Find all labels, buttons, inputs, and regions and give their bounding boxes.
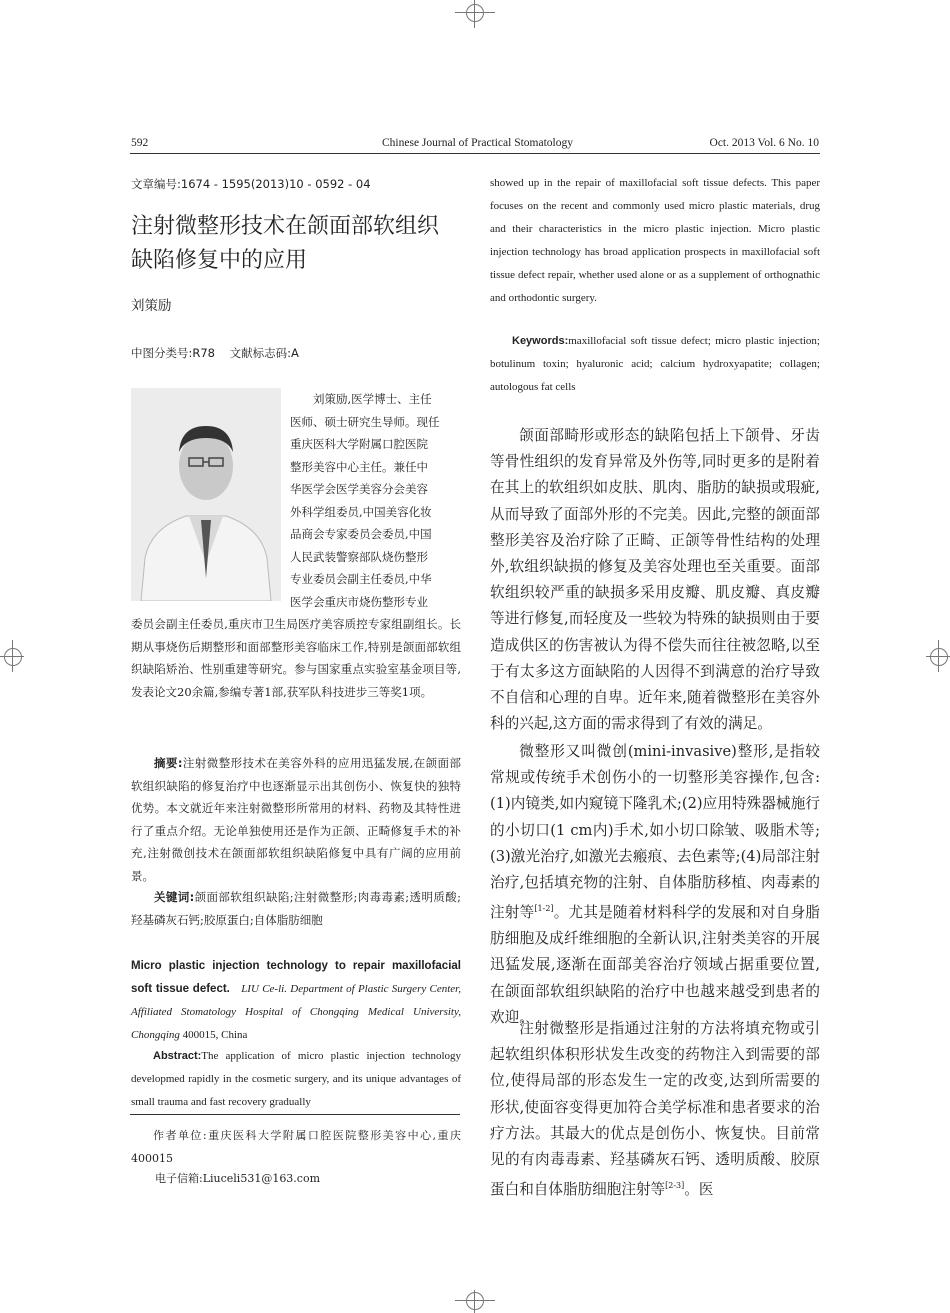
bio-line: 医师、硕士研究生导师。现任 — [290, 414, 440, 429]
footnote-email: 电子信箱:Liuceli531@163.com — [155, 1172, 321, 1185]
english-title: Micro plastic injection technology to repair maxillofacial soft tissue defect. — [131, 960, 461, 995]
body-p3-text-cont: 。医 — [684, 1181, 714, 1199]
abstract-en-left — [131, 1045, 461, 1114]
abstract-cn-label: 摘要: — [154, 756, 183, 770]
page-number: 592 — [131, 137, 149, 149]
registration-mark-right-circle — [930, 648, 948, 666]
keywords-en — [490, 330, 820, 399]
abstract-cn-text: 注射微整形技术在美容外科的应用迅猛发展,在颌面部软组织缺陷的修复治疗中也逐渐显示出其创伤小、恢复快的独特优势。本文就近年来注射微整形所常用的材料、药物及其特性进行了重点介绍。无论单独使用还是作为正颌、正畸修复手术的补充,注射微创技术在颌面部软组织缺陷修复中具有广阔的应用前景。 — [131, 756, 461, 883]
body-p2-text: 微整形又叫微创(mini-invasive)整形,是指较常规或传统手术创伤小的一切整形美容操作,包含:(1)内镜类,如内窥镜下隆乳术;(2)应用特殊器械施行的小切口(1 cm内)手术,如小切口除皱、吸脂术等;(3)激光治疗,如激光去瘢痕、去色素等;(4)局部注射治疗,包括填充物的注射、自体脂肪移植、肉毒素的注射等 — [490, 743, 820, 922]
issue-info: Oct. 2013 Vol. 6 No. 10 — [709, 137, 819, 149]
article-id: 文章编号:1674 - 1595(2013)10 - 0592 - 04 — [131, 177, 371, 191]
body-paragraph-1: 颌面部畸形或形态的缺陷包括上下颌骨、牙齿等骨性组织的发育异常及外伤等,同时更多的是附着在其上的软组织如皮肤、肌肉、脂肪的缺损或瑕疵,从而导致了面部外形的不完美。因此,完整的颌面部整形美容及治疗除了正畸、正颌等骨性结构的处理外,软组织缺损的修复及美容处理也至关重要。面部软组织较严重的缺损多采用皮瓣、肌皮瓣、真皮瓣等进行修复,而轻度及一些较为特殊的缺损则由于要造成供区的伤害被认为得不偿失而往往被忽略,以至于有太多这方面缺陷的人因得不到满意的治疗导致不自信和心理的自卑。近年来,随着微整形在美容外科的兴起,这方面的需求得到了有效的满足。 — [490, 427, 820, 733]
registration-mark-bottom-circle — [466, 1292, 484, 1310]
bio-line: 医学会重庆市烧伤整形专业 — [290, 594, 428, 609]
body-paragraph-3 — [490, 1016, 820, 1203]
footnote-rule — [130, 1114, 460, 1115]
english-author-affiliation: LIU Ce-li. Department of Plastic Surgery Center, Affiliated Stomatology Hospital of Chongqing Medical University, Chongqing — [131, 983, 461, 1041]
keywords-cn-label: 关键词: — [154, 890, 195, 904]
bio-line: 整形美容中心主任。兼任中 — [290, 459, 428, 474]
bio-line: 品商会专家委员会委员,中国 — [290, 527, 432, 541]
body-p2-text-cont: 。尤其是随着材料科学的发展和对自身脂肪细胞及成纤维细胞的全新认识,注射类美容的开展迅猛发展,逐渐在面部美容治疗领域占据重要位置,在颌面部软组织缺陷的治疗中也越来越受到患者的欢迎。 — [490, 904, 820, 1026]
journal-name: Chinese Journal of Practical Stomatology — [382, 137, 573, 149]
body-paragraph-2 — [490, 739, 820, 1031]
classification: 中图分类号:R78 文献标志码:A — [131, 346, 299, 360]
abstract-en-text-left: The application of micro plastic injection technology developmed rapidly in the cosmetic surgery, and its unique advantages of small trauma and fast recovery gradually — [131, 1050, 461, 1108]
title-line-2: 缺陷修复中的应用 — [131, 248, 308, 273]
author-portrait-illustration — [131, 388, 281, 601]
author-name: 刘策励 — [131, 298, 172, 314]
abstract-en-right: showed up in the repair of maxillofacial soft tissue defects. This paper focuses on the recent and commonly used micro plastic materials, drug and their characteristics in the micro plastic injection. Micro plastic injection technology has broad application prospects in maxillofacial soft tissue defect repair, whether used alone or as a supplement of orthognathic and orthodontic surgery. — [490, 177, 820, 304]
bio-line: 人民武装警察部队烧伤整形 — [290, 549, 428, 564]
citation-2-3[interactable]: [2-3] — [665, 1181, 685, 1191]
citation-1-2[interactable]: [1-2] — [534, 904, 554, 914]
bio-line: 外科学组委员,中国美容化妆 — [290, 504, 432, 519]
header-rule — [130, 153, 820, 154]
registration-mark-top-circle — [466, 4, 484, 22]
keywords-cn-text: 颌面部软组织缺陷;注射微整形;肉毒毒素;透明质酸;羟基磷灰石钙;胶原蛋白;自体脂肪细胞 — [131, 890, 461, 927]
footnote-affiliation — [131, 1125, 461, 1170]
keywords-en-label: Keywords: — [512, 335, 569, 347]
keywords-en-text: maxillofacial soft tissue defect; micro plastic injection; botulinum toxin; hyaluronic acid; calcium hydroxyapatite; collagen; autologous fat cells — [490, 335, 820, 393]
author-bio-rest: 委员会副主任委员,重庆市卫生局医疗美容质控专家组副组长。长期从事烧伤后期整形和面部整形美容临床工作,特别是颌面部软组织缺陷矫治、性别重建等研究。参与国家重点实验室基金项目等,发表论文20余篇,参编专著1部,获军队科技进步三等奖1项。 — [131, 617, 461, 699]
author-photo — [131, 388, 281, 601]
english-title-block — [131, 955, 461, 1047]
footnote-affiliation-text: 作者单位:重庆医科大学附属口腔医院整形美容中心,重庆400015 — [131, 1129, 461, 1165]
registration-mark-left-circle — [4, 648, 22, 666]
title-line-1: 注射微整形技术在颌面部软组织 — [131, 214, 440, 239]
bio-line: 华医学会医学美容分会美容 — [290, 482, 428, 496]
body-p3-text: 注射微整形是指通过注射的方法将填充物或引起软组织体积形状发生改变的药物注入到需要的部位,使得局部的形态发生一定的改变,达到所需要的形状,使面容变得更加符合美学标准和患者要求的治疗方法。其最大的优点是创伤小、恢复快。目前常见的有肉毒毒素、羟基磷灰石钙、透明质酸、胶原蛋白和自体脂肪细胞注射等 — [490, 1020, 820, 1199]
article-title — [131, 210, 439, 278]
abstract-en-label: Abstract: — [153, 1050, 202, 1062]
keywords-cn — [131, 886, 461, 931]
bio-line: 专业委员会副主任委员,中华 — [290, 572, 432, 586]
bio-line: 重庆医科大学附属口腔医院 — [290, 437, 428, 451]
author-bio-wrap — [290, 388, 460, 613]
abstract-cn — [131, 752, 461, 887]
bio-line: 刘策励,医学博士、主任 — [313, 392, 432, 406]
english-postcode: 400015, China — [182, 1029, 248, 1041]
